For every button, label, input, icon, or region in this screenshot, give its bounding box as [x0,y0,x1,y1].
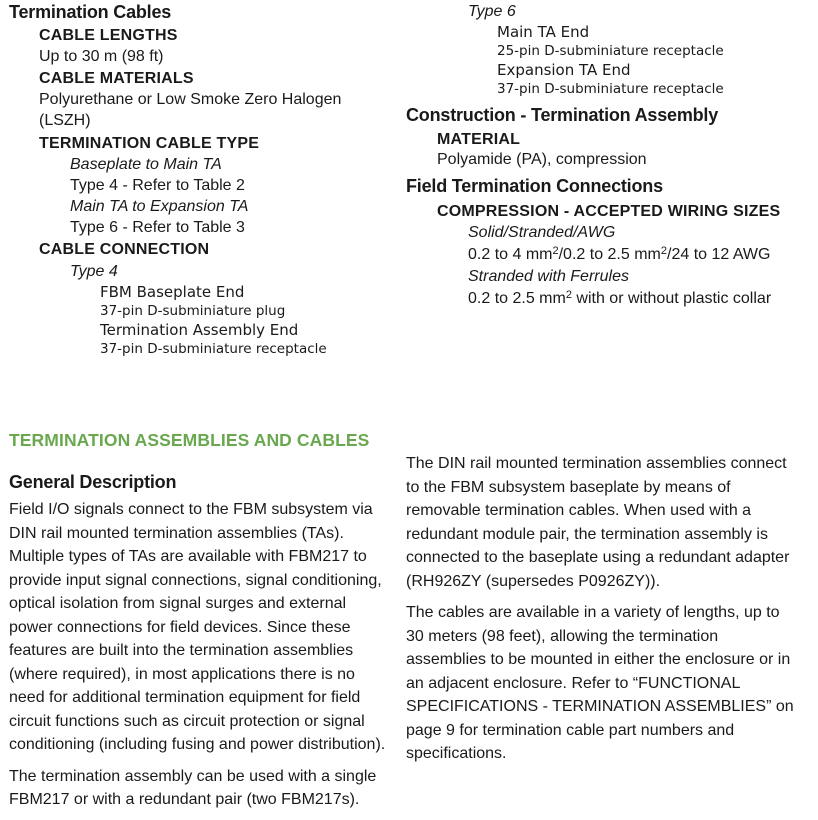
value-37pin-receptacle-2: 37-pin D-subminiature receptacle [497,81,724,97]
left-paragraph-2: The termination assembly can be used with a single FBM217 or with a redundant pair (two FBM217s). [9,767,377,808]
label-fbm-baseplate-end: FBM Baseplate End [100,283,245,301]
value-37pin-plug: 37-pin D-subminiature plug [100,303,286,319]
label-stranded-ferrules: Stranded with Ferrules [468,268,629,285]
label-termination-assembly-end: Termination Assembly End [100,321,299,339]
value-cable-materials-line1: Polyurethane or Low Smoke Zero Halogen [39,91,342,108]
heading-cable-lengths: CABLE LENGTHS [39,27,178,44]
heading-termination-cable-type: TERMINATION CABLE TYPE [39,135,260,152]
heading-termination-cables: Termination Cables [9,2,172,22]
left-body-text [9,498,394,820]
value-type6-ref: Type 6 - Refer to Table 3 [70,219,245,236]
value-cable-materials-line2: (LSZH) [39,112,91,129]
heading-cable-materials: CABLE MATERIALS [39,70,194,87]
heading-compression: COMPRESSION - ACCEPTED WIRING SIZES [437,203,781,220]
heading-field-termination: Field Termination Connections [406,176,663,196]
heading-cable-connection: CABLE CONNECTION [39,241,210,258]
value-25pin-receptacle: 25-pin D-subminiature receptacle [497,43,724,59]
value-cable-lengths: Up to 30 m (98 ft) [39,48,164,65]
right-paragraph-1: The DIN rail mounted termination assemblies connect to the FBM subsystem baseplate by means of removable termination cables. When used with a redundant module pair, the termination assembly is connected to the baseplate using a redundant adapter (RH926ZY (supersedes P0926ZY)). [406,455,790,590]
value-wiring-sizes-solid: 0.2 to 4 $mm^2/0.2$ to 2.5 $mm^2/24$ to 12 AWG [468,245,771,263]
value-material: Polyamide (PA), compression [437,151,647,168]
right-paragraph-2: The cables are available in a variety of lengths, up to 30 meters (98 feet), allowing the termination assemblies to be mounted in either the enclosure or in an adjacent enclosure. Refer to “FUNCTIONAL SPECIFICATIONS - TERMINATION ASSEMBLIES” on page 9 for termination cable part numbers and specifications. [406,604,794,762]
left-paragraph-1: Field I/O signals connect to the FBM subsystem via DIN rail mounted termination assemblies (TAs). Multiple types of TAs are available with FBM217 to provide input signal connections, signal conditioning, optical isolation from signal surges and external power connections for field devices. Since these features are built into the termination assemblies (where required), in most applications there is no need for additional termination equipment for field circuit functions such as circuit protection or signal conditioning (including fusing and power distribution). [9,501,386,753]
value-37pin-receptacle: 37-pin D-subminiature receptacle [100,341,327,357]
value-wiring-sizes-ferrules: 0.2 to 2.5 $mm^2$ with or without plastic collar [468,289,772,307]
label-main-to-expansion: Main TA to Expansion TA [70,198,249,215]
heading-general-description: General Description [9,472,177,492]
heading-material: MATERIAL [437,131,521,148]
heading-construction: Construction - Termination Assembly [406,105,719,125]
label-type6: Type 6 [468,3,516,20]
right-body-text [406,452,798,774]
label-expansion-ta-end: Expansion TA End [497,61,631,79]
label-baseplate-to-main: Baseplate to Main TA [70,156,222,173]
label-solid-stranded-awg: Solid/Stranded/AWG [468,224,616,241]
section-title: TERMINATION ASSEMBLIES AND CABLES [9,430,370,450]
label-type4: Type 4 [70,263,118,280]
value-type4-ref: Type 4 - Refer to Table 2 [70,177,245,194]
label-main-ta-end: Main TA End [497,23,590,41]
